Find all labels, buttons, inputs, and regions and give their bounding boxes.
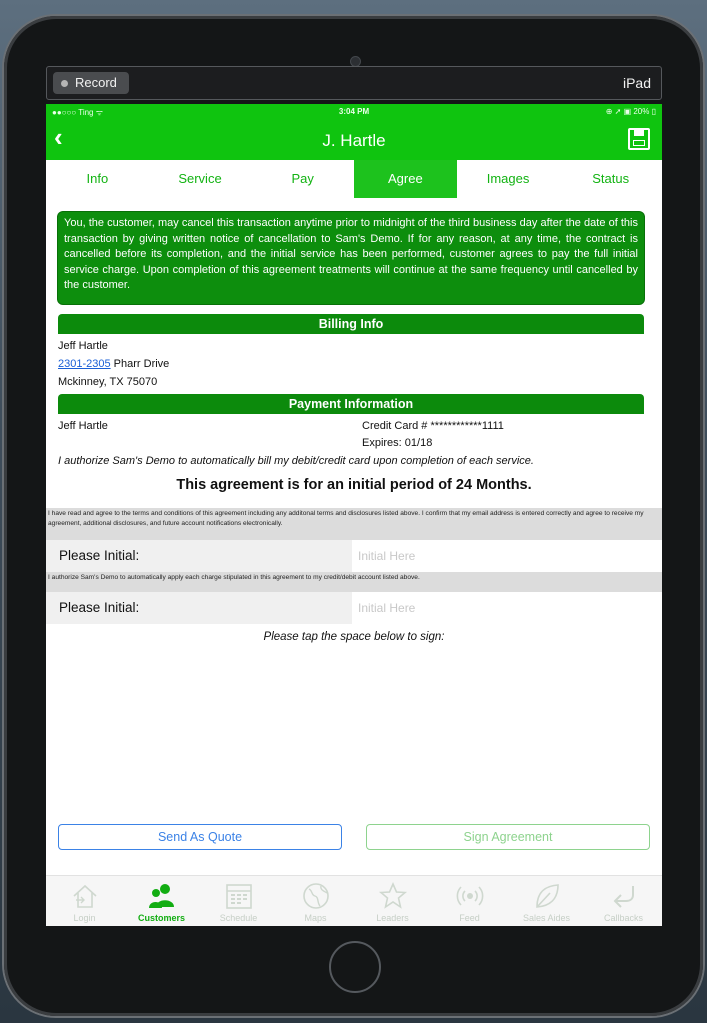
status-time: 3:04 PM [338,107,370,116]
tabbar-label: Leaders [376,913,409,923]
tabbar-label: Schedule [219,913,258,923]
house-icon [70,881,100,911]
tabbar-label: Maps [304,913,327,923]
tab-images[interactable]: Images [486,171,530,186]
tabbar-item-schedule[interactable] [200,876,277,926]
tabbar-item-maps[interactable] [277,876,354,926]
terms-disclosure-1: I have read and agree to the terms and conditions of this agreement including any additonal terms and disclosures listed above. I confirm that my email address is entered correctly and agree to receive my agreement, additional disclosures, and future account notifications electronically. [46,508,662,540]
billing-street-number-link[interactable]: 2301-2305 [58,358,111,370]
initial-input-1[interactable] [352,540,662,572]
tabbar-item-login[interactable] [46,876,123,926]
leaf-icon [532,881,562,911]
billing-info-header: Billing Info [58,314,644,334]
tabbar-label: Sales Aides [522,913,571,923]
bottom-tab-bar [46,875,662,926]
tab-agree[interactable]: Agree [354,160,457,198]
initial-row-2 [46,592,662,624]
people-icon [147,881,177,911]
tabbar-item-leaders[interactable] [354,876,431,926]
payment-info-header: Payment Information [58,394,644,414]
billing-address-line [58,358,169,370]
record-button[interactable] [53,72,129,94]
globe-icon [301,881,331,911]
record-dot-icon [61,80,68,87]
star-icon [378,881,408,911]
payment-authorization: I authorize Sam's Demo to automatically bill my debit/credit card upon completion of each service. [58,455,534,467]
agreement-period-title: This agreement is for an initial period of 24 Months. [176,477,532,493]
tab-info[interactable]: Info [86,171,109,186]
billing-city-line: Mckinney, TX 75070 [58,376,158,388]
initial-row-1 [46,540,662,572]
tabbar-label: Feed [459,913,480,923]
tabbar-item-feed[interactable] [431,876,508,926]
billing-street-name: Pharr Drive [113,358,170,370]
payment-card-number: Credit Card # ************1111 [362,420,504,432]
tabbar-item-callbacks[interactable] [585,876,662,926]
tabbar-item-customers[interactable] [123,876,200,926]
initial-input-2[interactable] [352,592,662,624]
sign-agreement-button[interactable]: Sign Agreement [366,824,650,850]
record-label: Record [75,75,117,90]
device-label: iPad [622,75,651,91]
segment-tabs [46,160,662,198]
back-chevron-icon[interactable]: ‹ [54,122,63,152]
initial-label-2: Please Initial: [46,592,352,624]
send-as-quote-button[interactable]: Send As Quote [58,824,342,850]
nav-bar [46,104,662,160]
status-bar [46,107,662,119]
payment-card-expiry: Expires: 01/18 [362,437,433,449]
tabbar-label: Customers [137,913,185,923]
app-screen [46,104,662,926]
status-battery: ⊕ ➚ ▣ 20% ▯ [605,107,656,116]
tab-service[interactable]: Service [178,171,222,186]
tabbar-label: Callbacks [603,913,643,923]
recorder-bar [46,66,662,100]
cancellation-notice: You, the customer, may cancel this transaction anytime prior to midnight of the third business day after the date of this transaction by giving written notice of cancellation to Sam's Demo. If for any reason, at any time, the contract is cancelled before its completion, and the initial service has been performed, customer agrees to pay the full initial service charge. Upon completion of this agreement treatments will continue at the same frequency until cancelled by the customer. [58,212,644,304]
tabbar-label: Login [73,913,96,923]
calendar-icon [224,881,254,911]
initial-label-1: Please Initial: [46,540,352,572]
billing-name: Jeff Hartle [58,340,108,352]
status-carrier: ●●○○○ Ting ᯤ [52,108,104,117]
signature-pad[interactable] [56,650,652,816]
tabbar-item-sales-aides[interactable] [508,876,585,926]
page-title: J. Hartle [322,131,386,150]
terms-disclosure-2: I authorize Sam's Demo to automatically apply each charge stipulated in this agreement to my credit/debit account listed above. [46,572,662,592]
return-arrow-icon [609,881,639,911]
home-button[interactable] [329,941,381,993]
save-floppy-icon[interactable] [628,128,650,150]
tab-status[interactable]: Status [592,171,630,186]
tab-pay[interactable]: Pay [291,171,314,186]
payment-name: Jeff Hartle [58,420,108,432]
sign-hint: Please tap the space below to sign: [263,631,445,643]
broadcast-icon [455,881,485,911]
